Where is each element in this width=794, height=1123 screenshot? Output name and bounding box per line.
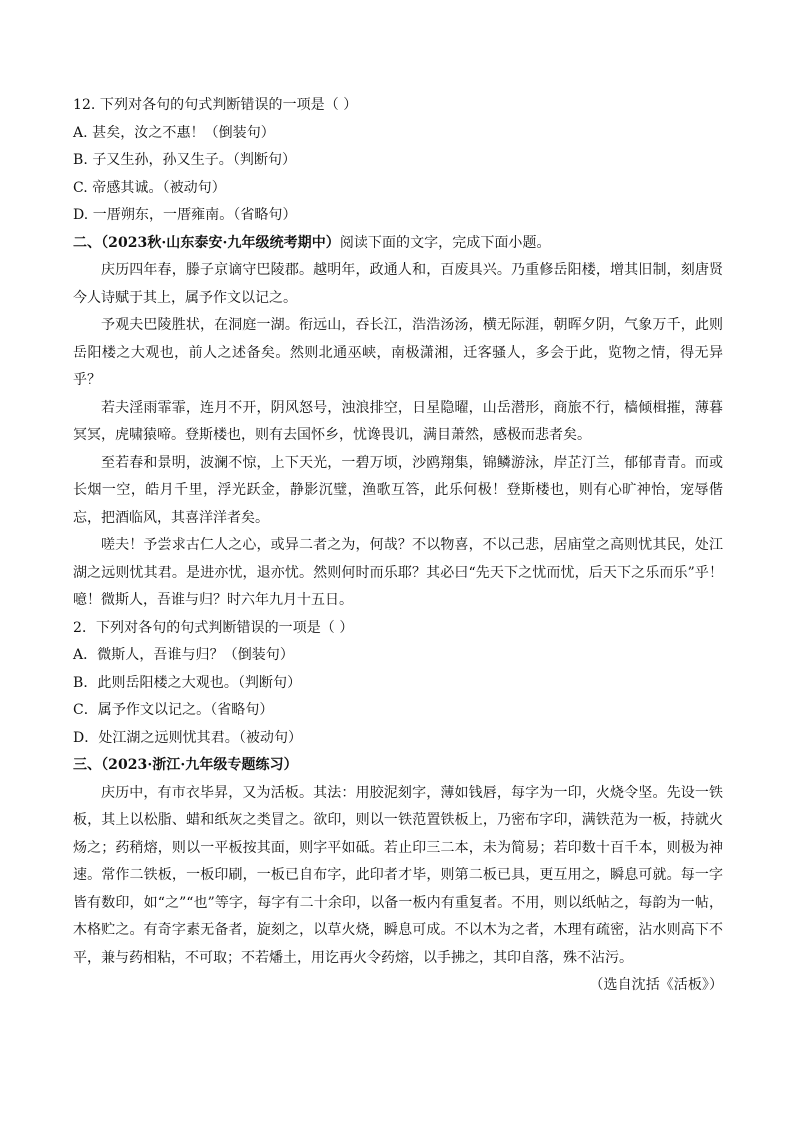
question-12-stem: 12. 下列对各句的句式判断错误的一项是（ ） [73, 97, 358, 113]
section-2-source: （2023秋·山东泰安·九年级统考期中） [101, 234, 340, 251]
question-12-option-d: D. 一厝朔东，一厝雍南。（省略句） [73, 207, 297, 223]
passage-huoban-paragraph: 庆历中，有市衣毕昇，又为活板。其法：用胶泥刻字，薄如钱唇，每字为一印，火烧令坚。先设一铁板，其上以松脂、蜡和纸灰之类冒之。欲印，则以一铁范置铁板上，乃密布字印，满铁范为一板，持就火炀之；药稍熔，则以一平板按其面，则字平如砥。若止印三二本，未为简易；若印数十百千本，则极为神速。常作二铁板，一板印刷，一板已自布字，此印者才毕，则第二板已具，更互用之，瞬息可就。每一字皆有数印，如“之”“也”等字，每字有二十余印，以备一板内有重复者。不用，则以纸帖之，每韵为一帖，木格贮之。有奇字素无备者，旋刻之，以草火烧，瞬息可成。不以木为之者，木理有疏密，沾水则高下不平，兼与药相粘，不可取；不若燔土，用讫再火令药熔，以手拂之，其印自落，殊不沾污。 [73, 784, 723, 966]
question-2-option-a: A．微斯人，吾谁与归？（倒装句） [73, 647, 294, 663]
section-2-instruction: 阅读下面的文字，完成下面小题。 [339, 234, 551, 251]
question-2-option-c: C．属予作文以记之。（省略句） [73, 702, 274, 718]
section-3-number: 三、 [73, 757, 102, 773]
passage-attribution: （选自沈括《活板》） [589, 977, 723, 993]
passage-paragraph-3: 若夫淫雨霏霏，连月不开，阴风怒号，浊浪排空，日星隐曜，山岳潜形，商旅不行，樯倾楫摧，薄暮冥冥，虎啸猿啼。登斯楼也，则有去国怀乡，忧谗畏讥，满目萧然，感极而悲者矣。 [73, 399, 723, 443]
section-2-header [73, 230, 723, 258]
section-3-source: （2023·浙江·九年级专题练习） [101, 757, 298, 773]
question-2-option-b: B．此则岳阳楼之大观也。（判断句） [73, 674, 302, 691]
passage-paragraph-4: 至若春和景明，波澜不惊，上下天光，一碧万顷，沙鸥翔集，锦鳞游泳，岸芷汀兰，郁郁青青。而或长烟一空，皓月千里，浮光跃金，静影沉璧，渔歌互答，此乐何极！登斯楼也，则有心旷神怡，宠辱偕忘，把酒临风，其喜洋洋者矣。 [73, 454, 723, 526]
worksheet-page [73, 92, 723, 1000]
section-3-header [73, 752, 723, 780]
passage-paragraph-2: 予观夫巴陵胜状，在洞庭一湖。衔远山，吞长江，浩浩汤汤，横无际涯，朝晖夕阴，气象万千，此则岳阳楼之大观也，前人之述备矣。然则北通巫峡，南极潇湘，迁客骚人，多会于此，览物之情，得无异乎？ [73, 317, 723, 388]
question-12-option-b: B. 子又生孙，孙又生子。（判断句） [73, 152, 297, 168]
question-2-option-d: D．处江湖之远则忧其君。（被动句） [73, 729, 303, 746]
passage-paragraph-1: 庆历四年春，滕子京谪守巴陵郡。越明年，政通人和，百废具兴。乃重修岳阳楼，增其旧制，刻唐贤今人诗赋于其上，属予作文以记之。 [73, 262, 723, 306]
question-2-stem: 2．下列对各句的句式判断错误的一项是（ ） [73, 619, 354, 636]
question-12-option-c: C. 帝感其诚。（被动句） [73, 179, 226, 196]
passage-paragraph-5: 嗟夫！予尝求古仁人之心，或异二者之为，何哉？不以物喜，不以己悲，居庙堂之高则忧其民，处江湖之远则忧其君。是进亦忧，退亦忧。然则何时而乐耶？其必曰“先天下之忧而忧，后天下之乐而乐”乎！噫！微斯人，吾谁与归？时六年九月十五日。 [73, 537, 723, 608]
question-12-option-a: A. 甚矣，汝之不惠！（倒装句） [73, 124, 275, 141]
section-2-number: 二、 [73, 234, 102, 251]
